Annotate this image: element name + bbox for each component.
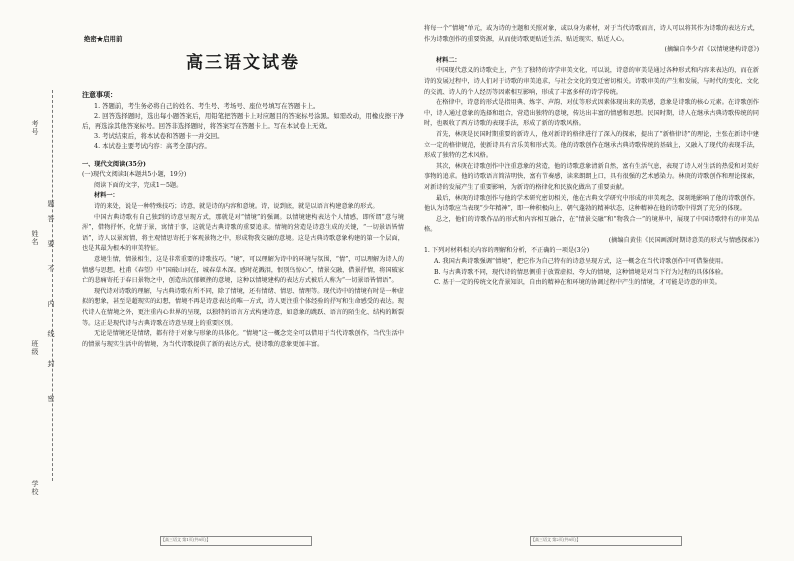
paragraph: 最后，林庚的诗歌创作与他的学术研究密切相关，他在古典文学研究中形成的审美观念，深刻地影响了他的诗歌创作。他认为诗歌应当表现“少年精神”，即一种积极向上、朝气蓬勃的精神状态，这种精神在他的诗歌中得到了充分的体现。 — [424, 194, 759, 213]
source-citation: (摘编自黄佳《民国画派时期诗意美的形式与情感探索》) — [608, 236, 759, 244]
paragraph: 诗的来处，说是一种特殊技巧；诗意，就是诗的内容和意境。诗，说到底，就是以语言构建意象的形式。 — [94, 202, 379, 210]
notice-list — [82, 101, 404, 152]
class-label: 班级 — [31, 340, 39, 356]
paragraph: 现代诗对诗歌的理解，与古典诗歌有所不同，除了情境，还有情绪、情思、情理等。现代诗中的情境有时是一种虚拟的想象，甚至是超现实的幻想，情境不再是诗意表达的唯一方式，诗人更注重个体经验的抒写和生命感受的表达。现代诗人在情境之外，更注重内心世界的呈现，以独特的语言方式构建诗意，如意象的跳跃、语言的陌生化、结构的断裂等。这正是现代诗与古典诗歌在诗意呈现上的重要区别。 — [82, 287, 404, 327]
seal-word: 封 — [47, 360, 55, 367]
notice-item: 1. 答题前，考生务必将自己的姓名、考生号、考场号、座位号填写在答题卡上。 — [94, 101, 320, 110]
binding-margin — [0, 0, 70, 561]
material-label: 材料一： — [94, 192, 119, 200]
name-label: 姓名 — [31, 230, 39, 246]
subsection-heading: (一)现代文阅读Ⅰ(本题共5小题，19分) — [82, 171, 187, 179]
paragraph: 在格律中，诗意的形式是指用典、炼字、声韵、对仗等形式因素体现出来的美感，意象是诗歌的核心元素。在诗歌创作中，诗人通过意象的选择和组合，营造出独特的意境，传达出丰富的情感和思想。民国时期，诗人在继承古典诗歌传统的同时，也吸收了西方诗歌的表现手法，形成了新的诗歌风格。 — [424, 99, 759, 128]
page-footer-left: 【高三语文 第1页(共8页)】 — [160, 536, 312, 546]
paragraph: 首先，林庚是民国时期重要的新诗人，他对新诗的格律进行了深入的探索，提出了“新格律诗”的理论，主张在新诗中建立一定的格律规范，使新诗具有音乐美和形式美。他的诗歌创作在继承古典诗歌传统的基础上，又融入了现代的表现手法，形成了独特的艺术风格。 — [424, 130, 759, 160]
paragraph: 将每一个“情境”单元，或为诗的主题和关照对象，或以身为素材，对于当代诗歌而言，诗人可以将其作为诗歌的表达方式，作为诗歌创作的重要资源，从而使诗歌更贴近生活、贴近现实、贴近人心。 — [424, 25, 759, 43]
seal-word: 答 — [47, 215, 55, 222]
paragraph: 中国现代意义的诗歌史上，产生了独特的诗学审美文化，可以说，诗意的审美是通过各种形式和内容来表达的，而在新诗的发展过程中，诗人们对于诗歌的审美追求，与社会文化的变迁密切相关。诗歌审美的产生和发展，与时代的变化、文化的交流、诗人的个人经历等因素相互影响，形成了丰富多样的诗学传统。 — [424, 67, 759, 96]
material-label: 材料二： — [436, 56, 461, 64]
paragraph: 无论是情境还是情绪，都有待于对象与形象的具体化。“情境”这一概念完全可以借用于当代诗歌创作，当代生活中的情景与现实生活中的情境，为当代诗歌提供了新的表达方式，使诗歌的意象更加丰富。 — [82, 330, 404, 348]
option-a: A. 我国古典诗歌强调“情境”，把它作为自己特有的诗意呈现方式，这一概念在当代诗歌创作中可借鉴使用。 — [434, 258, 728, 266]
option-c: C. 基于一定的传统文化背景知识，自由的精神在和环境的协调过程中产生的情境，才可能是诗意的审美。 — [434, 279, 721, 287]
notice-title: 注意事项： — [82, 90, 117, 99]
left-column — [82, 90, 404, 350]
right-column — [424, 24, 759, 289]
seal-word: 密 — [47, 395, 55, 402]
option-b: B. 与古典诗歌不同，现代诗的情思侧重于放置虚拟、夸大的情境，这种情境是对当下行为过程的具体体验。 — [434, 268, 728, 276]
source-citation: (摘编自李少君《以情境建构诗意》) — [664, 46, 759, 54]
paragraph: 其次，林庚在诗歌创作中注重意象的营造，他的诗歌意象清新自然，富有生活气息，表现了诗人对生活的热爱和对美好事物的追求。他的诗歌语言简洁明快，富有节奏感，读来朗朗上口，具有很强的艺术感染力。林庚的诗歌创作和理论探索，对新诗的发展产生了重要影响，为新诗的格律化和民族化做出了重要贡献。 — [424, 162, 759, 191]
paragraph: 中国古典诗歌有自己独到的诗意呈现方式，那就是对“情境”的强调。以情境建构表达个人情感，即所谓“意与境浑”，借物抒怀，化情于景，寓情于事，这就是古典诗歌的重要追求。情境的营造是诗意生成的关键，“一切景语皆情语”，诗人以景寓情，将主观情思寄托于客观景物之中，形成物我交融的意境。这是古典诗歌意象构建的第一个层面，也是其最为根本的审美特征。 — [82, 213, 404, 253]
secret-mark: 绝密★启用前 — [84, 35, 123, 43]
cut-line — [52, 90, 53, 481]
school-label: 学校 — [31, 480, 39, 496]
seal-word: 线 — [47, 330, 55, 337]
seal-word: 要 — [47, 240, 55, 247]
paragraph: 总之，他们的诗歌作品的形式和内容相互融合，在“情景交融”和“物我合一”的境界中，展现了中国诗歌特有的审美品格。 — [424, 215, 759, 234]
seal-word: 内 — [47, 300, 55, 307]
section-heading: 一、现代文阅读(35分) — [82, 160, 146, 168]
instruction: 阅读下面的文字，完成1～5题。 — [94, 181, 183, 189]
seal-word: 不 — [47, 265, 55, 272]
paragraph: 意境生情，情景相生，这是非常重要的诗歌技巧。“境”，可以理解为诗中的环境与氛围，“情”，可以理解为诗人的情感与思想。杜甫《春望》中“国破山河在，城春草木深。感时花溅泪，恨别鸟惊心”，情景交融，借景抒情，将国破家亡的悲痛寄托于春日景物之中，创造出沉郁顿挫的意境，这种以情境建构的表达方式被后人称为“一切景语皆情语”。 — [82, 255, 404, 285]
exam-number-label: 考号 — [31, 120, 39, 136]
question: 1. 下列对材料相关内容的理解和分析，不正确的一项是(3分) — [424, 247, 590, 255]
notice-item: 2. 回答选择题时，选出每小题答案后，用铅笔把答题卡上对应题目的答案标号涂黑。如需改动，用橡皮擦干净后，再选涂其他答案标号。回答非选择题时，将答案写在答题卡上。写在本试卷上无效。 — [82, 111, 404, 130]
page-footer-right: 【高三语文 第2页(共8页)】 — [530, 536, 682, 546]
page-title: 高三语文试卷 — [186, 53, 300, 73]
notice-item: 4. 本试卷主要考试内容：高考全部内容。 — [94, 142, 211, 151]
notice-item: 3. 考试结束后，将本试卷和答题卡一并交回。 — [94, 132, 224, 141]
seal-word: 题 — [47, 200, 55, 207]
